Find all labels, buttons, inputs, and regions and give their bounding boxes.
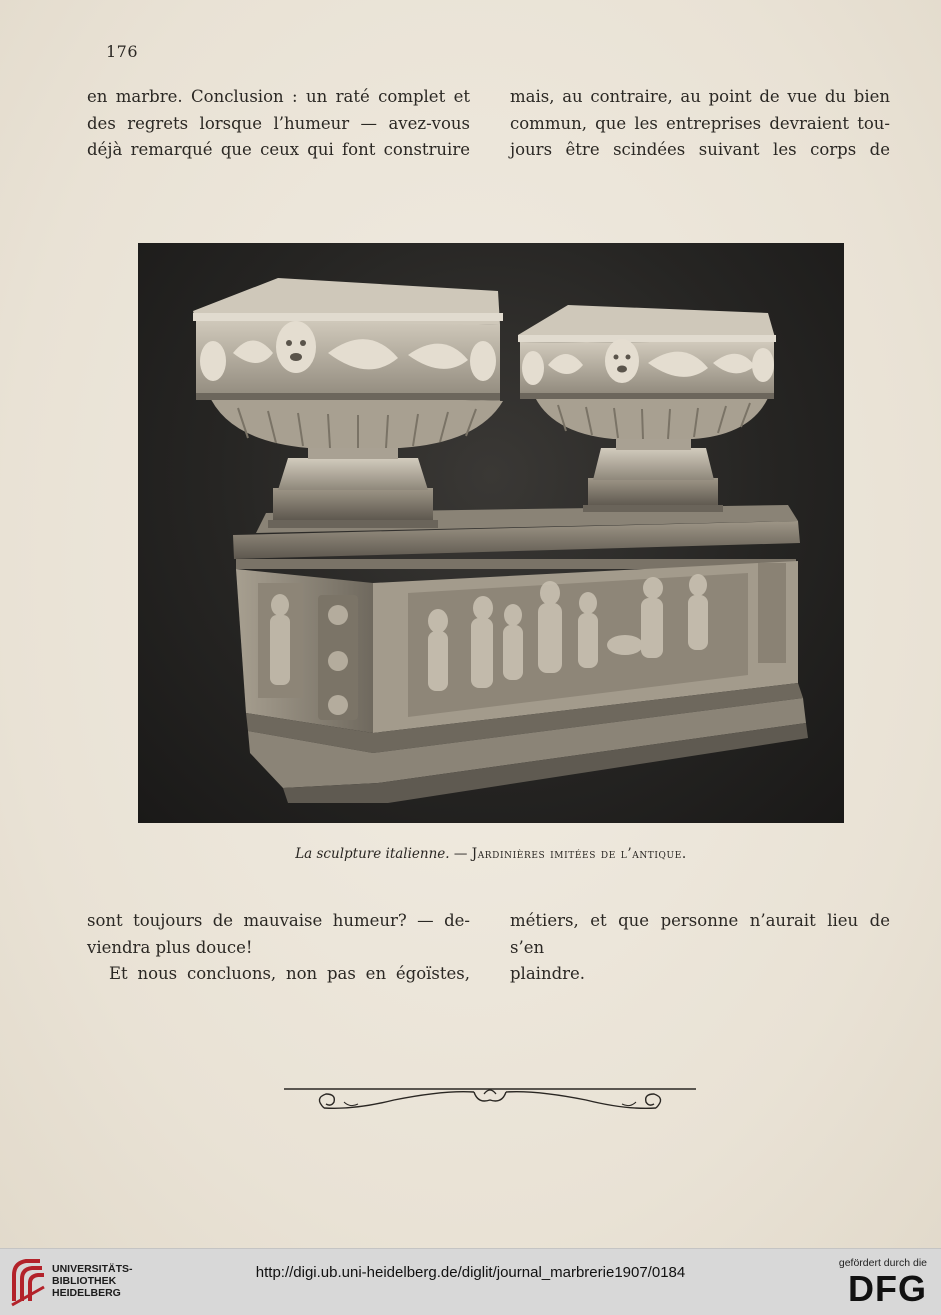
carved-base xyxy=(233,505,808,803)
library-line: HEIDELBERG xyxy=(52,1287,121,1299)
text-line: jours être scindées suivant les corps de xyxy=(510,140,890,159)
text-line: des regrets lorsque l’humeur — avez-vous xyxy=(87,113,470,133)
viewer-footer xyxy=(0,1248,941,1315)
text-line: commun, que les entreprises devraient tou- xyxy=(510,113,890,133)
text-line: Et nous concluons, non pas en égoïstes, xyxy=(109,964,470,983)
sculpture-photograph xyxy=(138,243,844,823)
funded-by-label: gefördert durch die xyxy=(838,1257,927,1269)
page-number: 176 xyxy=(106,42,139,61)
text-line: mais, au contraire, au point de vue du bien xyxy=(510,87,890,106)
caption-description: Jardinières imitées de l’antique. xyxy=(471,846,687,862)
jardinieres-illustration xyxy=(138,243,844,823)
library-line: UNIVERSITÄTS- xyxy=(52,1263,133,1275)
text-column-bottom-left xyxy=(87,908,470,988)
right-jardiniere xyxy=(518,305,776,512)
text-line: en marbre. Conclusion : un raté complet et xyxy=(87,87,470,106)
text-column-bottom-right xyxy=(510,908,890,988)
text-column-top-right xyxy=(510,84,890,164)
text-line: métiers, et que personne n’aurait lieu de s’en xyxy=(510,911,890,957)
caption-title: La sculpture italienne. xyxy=(295,846,450,862)
text-column-top-left xyxy=(87,84,470,164)
text-line: sont toujours de mauvaise humeur? — de- xyxy=(87,911,470,930)
library-line: BIBLIOTHEK xyxy=(52,1275,117,1287)
text-line: plaindre. xyxy=(510,964,586,983)
text-line: déjà remarqué que ceux qui font construire xyxy=(87,140,470,159)
caption-separator: — xyxy=(449,846,472,862)
text-line: viendra plus douce! xyxy=(87,937,253,957)
dfg-logo: DFG xyxy=(848,1268,927,1309)
left-jardiniere xyxy=(193,278,503,528)
permalink-url[interactable]: http://digi.ub.uni-heidelberg.de/diglit/journal_marbrerie1907/0184 xyxy=(255,1264,686,1281)
figure-caption xyxy=(138,846,844,862)
scroll-divider-ornament-icon xyxy=(284,1080,696,1128)
